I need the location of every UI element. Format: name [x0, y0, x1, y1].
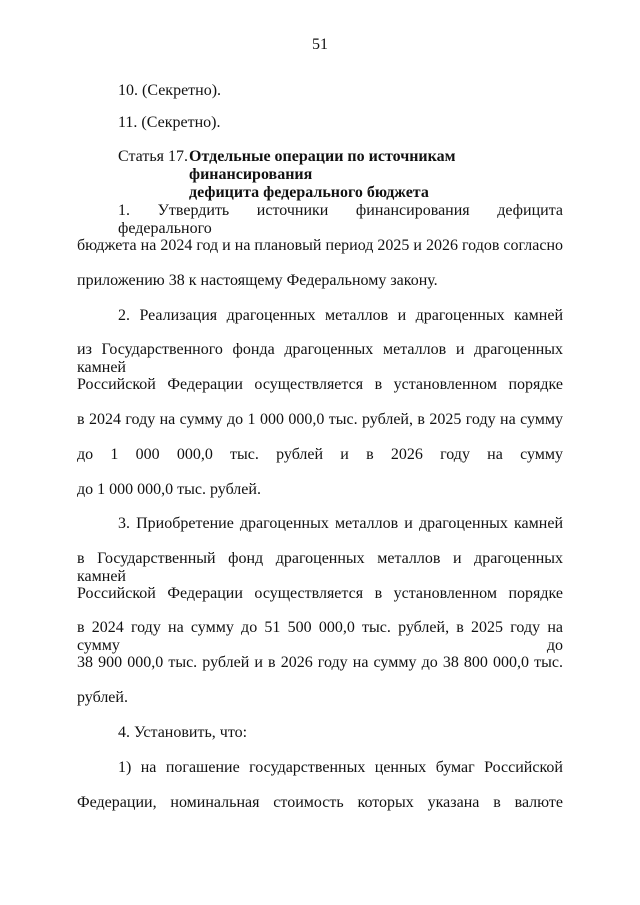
paragraph-2-line-2: из Государственного фонда драгоценных металлов и драгоценных камней — [77, 341, 563, 376]
item-11: 11. (Секретно). — [118, 114, 221, 131]
paragraph-2-line-5: до 1 000 000,0 тыс. рублей и в 2026 году на сумму — [77, 446, 563, 463]
article-title-line-2: дефицита федерального бюджета — [189, 184, 429, 201]
paragraph-3-line-6: рублей. — [77, 689, 128, 706]
item-10: 10. (Секретно). — [118, 82, 222, 99]
paragraph-1-line-3: приложению 38 к настоящему Федеральному закону. — [77, 272, 438, 289]
paragraph-4-line-1: 4. Установить, что: — [118, 724, 248, 741]
paragraph-3-line-5: 38 900 000,0 тыс. рублей и в 2026 году на сумму до 38 800 000,0 тыс. — [77, 654, 563, 671]
paragraph-1-line-1: 1. Утвердить источники финансирования дефицита федерального — [118, 202, 563, 237]
paragraph-5-line-2: Федерации, номинальная стоимость которых указана в валюте — [77, 794, 563, 811]
paragraph-2-line-3: Российской Федерации осуществляется в установленном порядке — [77, 376, 563, 393]
paragraph-2-line-1: 2. Реализация драгоценных металлов и драгоценных камней — [118, 307, 563, 324]
paragraph-2-line-6: до 1 000 000,0 тыс. рублей. — [77, 481, 261, 498]
paragraph-3-line-3: Российской Федерации осуществляется в установленном порядке — [77, 585, 563, 602]
paragraph-3-line-4: в 2024 году на сумму до 51 500 000,0 тыс. рублей, в 2025 году на сумму до — [77, 619, 563, 654]
paragraph-2-line-4: в 2024 году на сумму до 1 000 000,0 тыс. рублей, в 2025 году на сумму — [77, 411, 563, 428]
article-title — [189, 148, 567, 202]
paragraph-3-line-2: в Государственный фонд драгоценных металлов и драгоценных камней — [77, 550, 563, 585]
article-title-line-1: Отдельные операции по источникам финансирования — [189, 148, 456, 183]
page-number: 51 — [312, 36, 328, 53]
article-label: Статья 17. — [118, 148, 188, 165]
paragraph-5-line-1: 1) на погашение государственных ценных бумаг Российской — [118, 759, 563, 776]
paragraph-1-line-2: бюджета на 2024 год и на плановый период 2025 и 2026 годов согласно — [77, 237, 563, 254]
paragraph-3-line-1: 3. Приобретение драгоценных металлов и драгоценных камней — [118, 515, 563, 532]
